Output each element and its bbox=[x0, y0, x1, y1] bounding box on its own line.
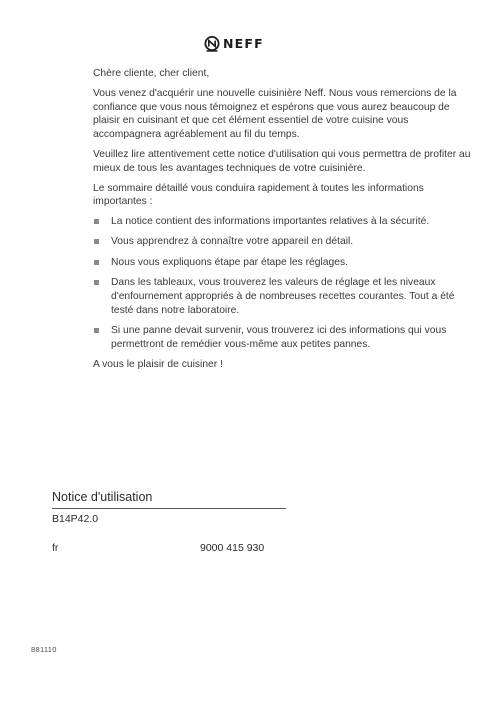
letter-body bbox=[93, 67, 478, 378]
list-item bbox=[93, 276, 478, 317]
square-bullet-icon bbox=[94, 219, 99, 224]
brand-logo bbox=[204, 36, 264, 52]
model-number: B14P42.0 bbox=[52, 513, 99, 525]
reading-paragraph: Veuillez lire attentivement cette notice d'utilisation qui vous permettra de profiter au mieux de tous les avantages techniques de votre cuisinière. bbox=[93, 148, 471, 174]
manual-title: Notice d'utilisation bbox=[52, 490, 286, 509]
list-item-text: La notice contient des informations importantes relatives à la sécurité. bbox=[111, 216, 430, 228]
part-number: 9000 415 930 bbox=[200, 542, 265, 554]
intro-paragraph: Vous venez d'acquérir une nouvelle cuisinière Neff. Nous vous remercions de la confiance que vous nous témoignez et espérons que vous aurez beaucoup de plaisir en cuisinant et que cet élément essentiel de votre cuisine vous accompagnera agréablement au fil du temps. bbox=[93, 87, 457, 141]
summary-paragraph: Le sommaire détaillé vous conduira rapidement à toutes les informations importantes : bbox=[93, 182, 424, 208]
list-item-text: Dans les tableaux, vous trouverez les valeurs de réglage et les niveaux d'enfournement appropriés à de nombreuses recettes courantes. Tout a été testé dans notre laboratoire. bbox=[111, 277, 455, 316]
square-bullet-icon bbox=[94, 328, 99, 333]
list-item bbox=[93, 256, 478, 270]
list-item bbox=[93, 215, 478, 229]
closing-line: A vous le plaisir de cuisiner ! bbox=[93, 359, 223, 371]
brand-name: NEFF bbox=[223, 36, 264, 51]
list-item-text: Si une panne devait survenir, vous trouverez ici des informations qui vous permettront de remédier vous-même aux petites pannes. bbox=[111, 324, 447, 350]
square-bullet-icon bbox=[94, 260, 99, 265]
language-code: fr bbox=[52, 542, 59, 554]
square-bullet-icon bbox=[94, 280, 99, 285]
list-item bbox=[93, 235, 478, 249]
square-bullet-icon bbox=[94, 239, 99, 244]
neff-n-icon bbox=[204, 36, 220, 52]
list-item bbox=[93, 324, 478, 352]
list-item-text: Vous apprendrez à connaître votre appareil en détail. bbox=[111, 236, 354, 248]
bullet-list bbox=[93, 215, 478, 351]
list-item-text: Nous vous expliquons étape par étape les réglages. bbox=[111, 256, 348, 268]
greeting: Chère cliente, cher client, bbox=[93, 68, 210, 79]
manual-info bbox=[52, 490, 286, 526]
print-code: 881110 bbox=[31, 645, 57, 654]
